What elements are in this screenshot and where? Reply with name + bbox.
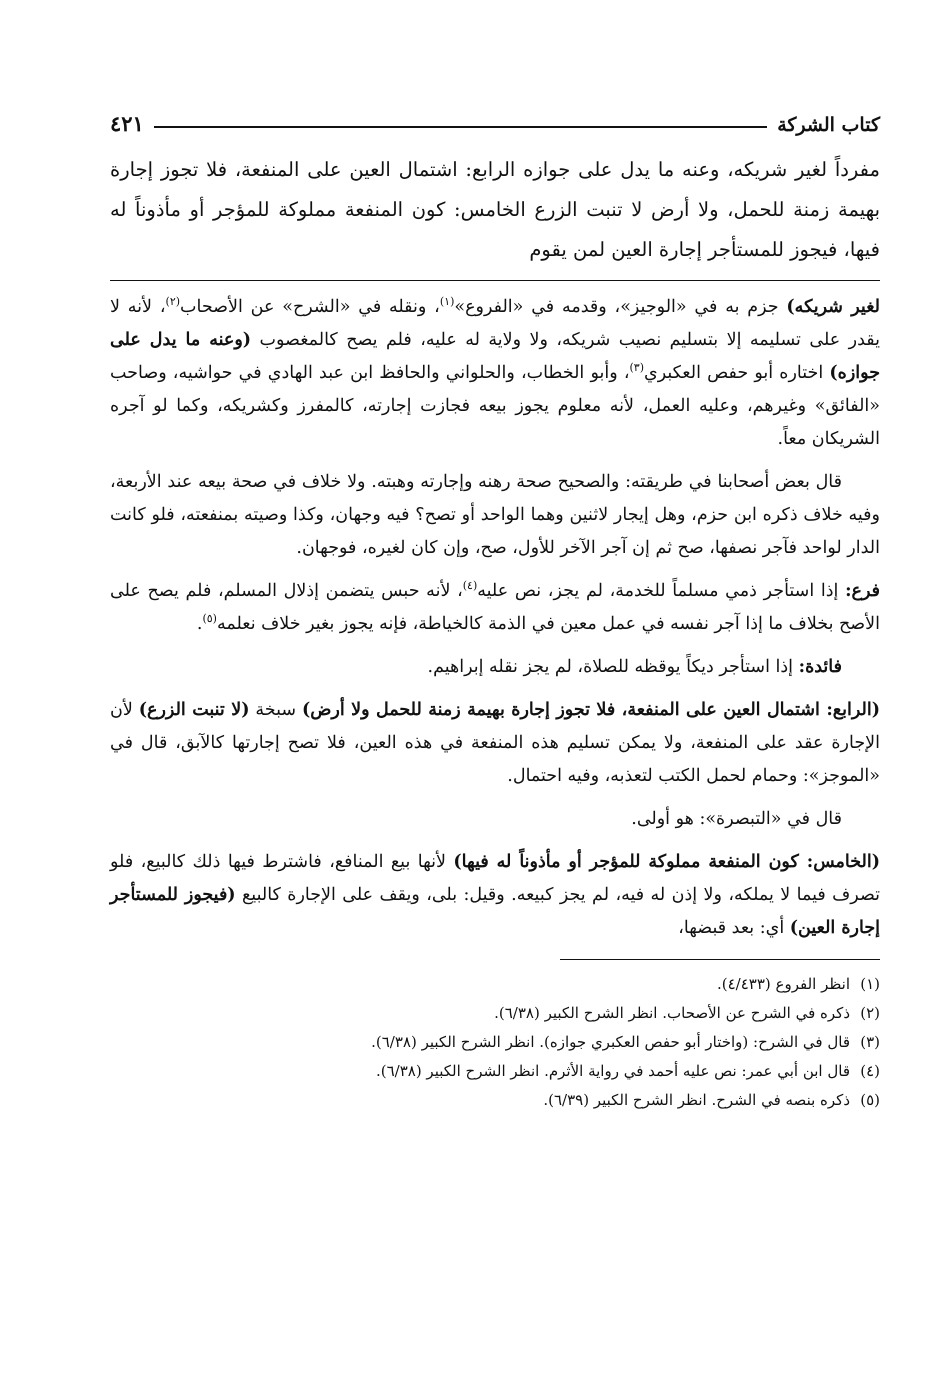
commentary-paragraph — [110, 651, 880, 684]
footnote-ref[interactable]: (٢) — [165, 295, 181, 309]
footnote-text: انظر الفروع (٤/٤٣٣). — [716, 975, 850, 993]
book-page — [110, 90, 880, 1115]
paragraph-text: ، ونقله في «الشرح» عن الأصحاب — [180, 297, 440, 317]
footnote-number: (٤) — [860, 1062, 880, 1080]
commentary-paragraph — [110, 291, 880, 456]
footnote-text: ذكره في الشرح عن الأصحاب. انظر الشرح الكبير (٦/٣٨). — [494, 1004, 850, 1022]
paragraph-text: سبخة — [249, 700, 302, 720]
benefit-label: فائدة: — [798, 657, 842, 677]
commentary-paragraph: قال بعض أصحابنا في طريقته: والصحيح صحة رهنه وإجارته وهبته. ولا خلاف في صحة بيعه عند الأربعة، وفيه خلاف ذكره ابن حزم، وهل إيجار لاثنين وهما الواحد أو تصح؟ فيه وجهان، وكذا وصيته بمنفعته، فلو كانت الدار لواحد فآجر نصفها، صح ثم إن آجر الآخر للأول، صح، وإن كان لغيره، فوجهان. — [110, 472, 880, 558]
paragraph-text: جزم به في «الوجيز»، وقدمه في «الفروع» — [454, 297, 787, 317]
branch-label: فرع: — [845, 581, 880, 601]
commentary-paragraph — [110, 694, 880, 793]
main-text: مفرداً لغير شريكه، وعنه ما يدل على جوازه الرابع: اشتمال العين على المنفعة، فلا تجوز إجارة بهيمة زمنة للحمل، ولا أرض لا تنبت الزرع الخامس: كون المنفعة مملوكة للمؤجر أو مأذوناً له فيها، فيجوز للمستأجر إجارة العين لمن يقوم — [110, 158, 880, 261]
footnote — [110, 970, 880, 999]
paragraph-text: لأن الإجارة عقد على المنفعة، ولا يمكن تسليم هذه المنفعة في هذه العين، فلا تصح إجارتها كالآبق، قال في «الموجز»: وحمام لحمل الكتب لتعذبه، وفيه احتمال. — [110, 700, 880, 786]
paragraph-text: أي: بعد قبضها، — [678, 918, 790, 938]
footnote-number: (٢) — [860, 1004, 880, 1022]
footnote-text: قال ابن أبي عمر: نص عليه أحمد في رواية الأثرم. انظر الشرح الكبير (٦/٣٨). — [375, 1062, 850, 1080]
main-text-divider — [110, 280, 880, 281]
paragraph-text: إذا استأجر ديكاً يوقظه للصلاة، لم يجز نقله إبراهيم. — [427, 657, 799, 677]
quoted-text: لغير شريكه) — [786, 297, 880, 317]
footnote-ref[interactable]: (٥) — [202, 612, 217, 626]
footnote-text: قال في الشرح: (واختار أبو حفص العكبري جوازه). انظر الشرح الكبير (٦/٣٨). — [371, 1033, 850, 1051]
quoted-text: (فيجوز للمستأجر إجارة العين) — [110, 885, 880, 938]
footnote-text: ذكره بنصه في الشرح. انظر الشرح الكبير (٦/٣٩). — [543, 1091, 850, 1109]
paragraph-text: اختاره أبو حفص العكبري — [644, 363, 830, 383]
paragraph-text: ، لأنه حبس يتضمن إذلال المسلم، فلم يصح على الأصح بخلاف ما إذا آجر نفسه في عمل معين في الذمة كالخياطة، فإنه يجوز بغير خلاف نعلمه — [110, 581, 880, 634]
quoted-text: (الرابع: اشتمال العين على المنفعة، فلا تجوز إجارة بهيمة زمنة للحمل ولا أرض) — [301, 700, 880, 720]
commentary-paragraph — [110, 846, 880, 945]
paragraph-text: ، وأبو الخطاب، والحلواني والحافظ ابن عبد الهادي في حواشيه، وصاحب «الفائق» وغيرهم، وعليه العمل، لأنه معلوم يجوز بيعه فجازت إجارته، كالمفرز وكشريكه، وكما لو آجره الشريكان معاً. — [110, 363, 880, 449]
paragraph-text: إذا استأجر ذمي مسلماً للخدمة، لم يجز، نص عليه — [477, 581, 846, 601]
footnote — [110, 1057, 880, 1086]
footnote — [110, 999, 880, 1028]
footnote-number: (٥) — [860, 1091, 880, 1109]
running-head — [110, 90, 880, 136]
footnote-divider — [560, 959, 880, 960]
footnotes — [110, 970, 880, 1115]
commentary — [110, 291, 880, 945]
chapter-title: كتاب الشركة — [767, 114, 880, 136]
quoted-text: (الخامس: كون المنفعة مملوكة للمؤجر أو مأذوناً له فيها) — [453, 852, 880, 872]
footnote-number: (١) — [860, 975, 880, 993]
footnote — [110, 1086, 880, 1115]
quoted-text: (لا تنبت الزرع) — [138, 700, 250, 720]
paragraph-text: لأنها بيع المنافع، فاشترط فيها ذلك كالبيع، فلو تصرف فيما لا يملكه، ولا إذن له فيه، لم يجز كبيعه. وقيل: بلى، ويقف على الإجارة كالبيع — [110, 852, 880, 905]
footnote-ref[interactable]: (٣) — [629, 361, 644, 375]
quoted-text: (وعنه ما يدل على جوازه) — [110, 330, 881, 383]
paragraph-text: ، لأنه لا يقدر على تسليمه إلا بتسليم نصيب شريكه، ولا ولاية له عليه، فلم يصح كالمغصوب — [110, 297, 880, 350]
footnote — [110, 1028, 880, 1057]
footnote-ref[interactable]: (١) — [439, 295, 455, 309]
footnote-ref[interactable]: (٤) — [462, 579, 478, 593]
commentary-paragraph: قال في «التبصرة»: هو أولى. — [631, 809, 842, 829]
commentary-paragraph — [110, 575, 880, 641]
page-number: ٤٢١ — [110, 111, 154, 136]
footnote-number: (٣) — [860, 1033, 880, 1051]
paragraph-text: . — [196, 614, 203, 634]
